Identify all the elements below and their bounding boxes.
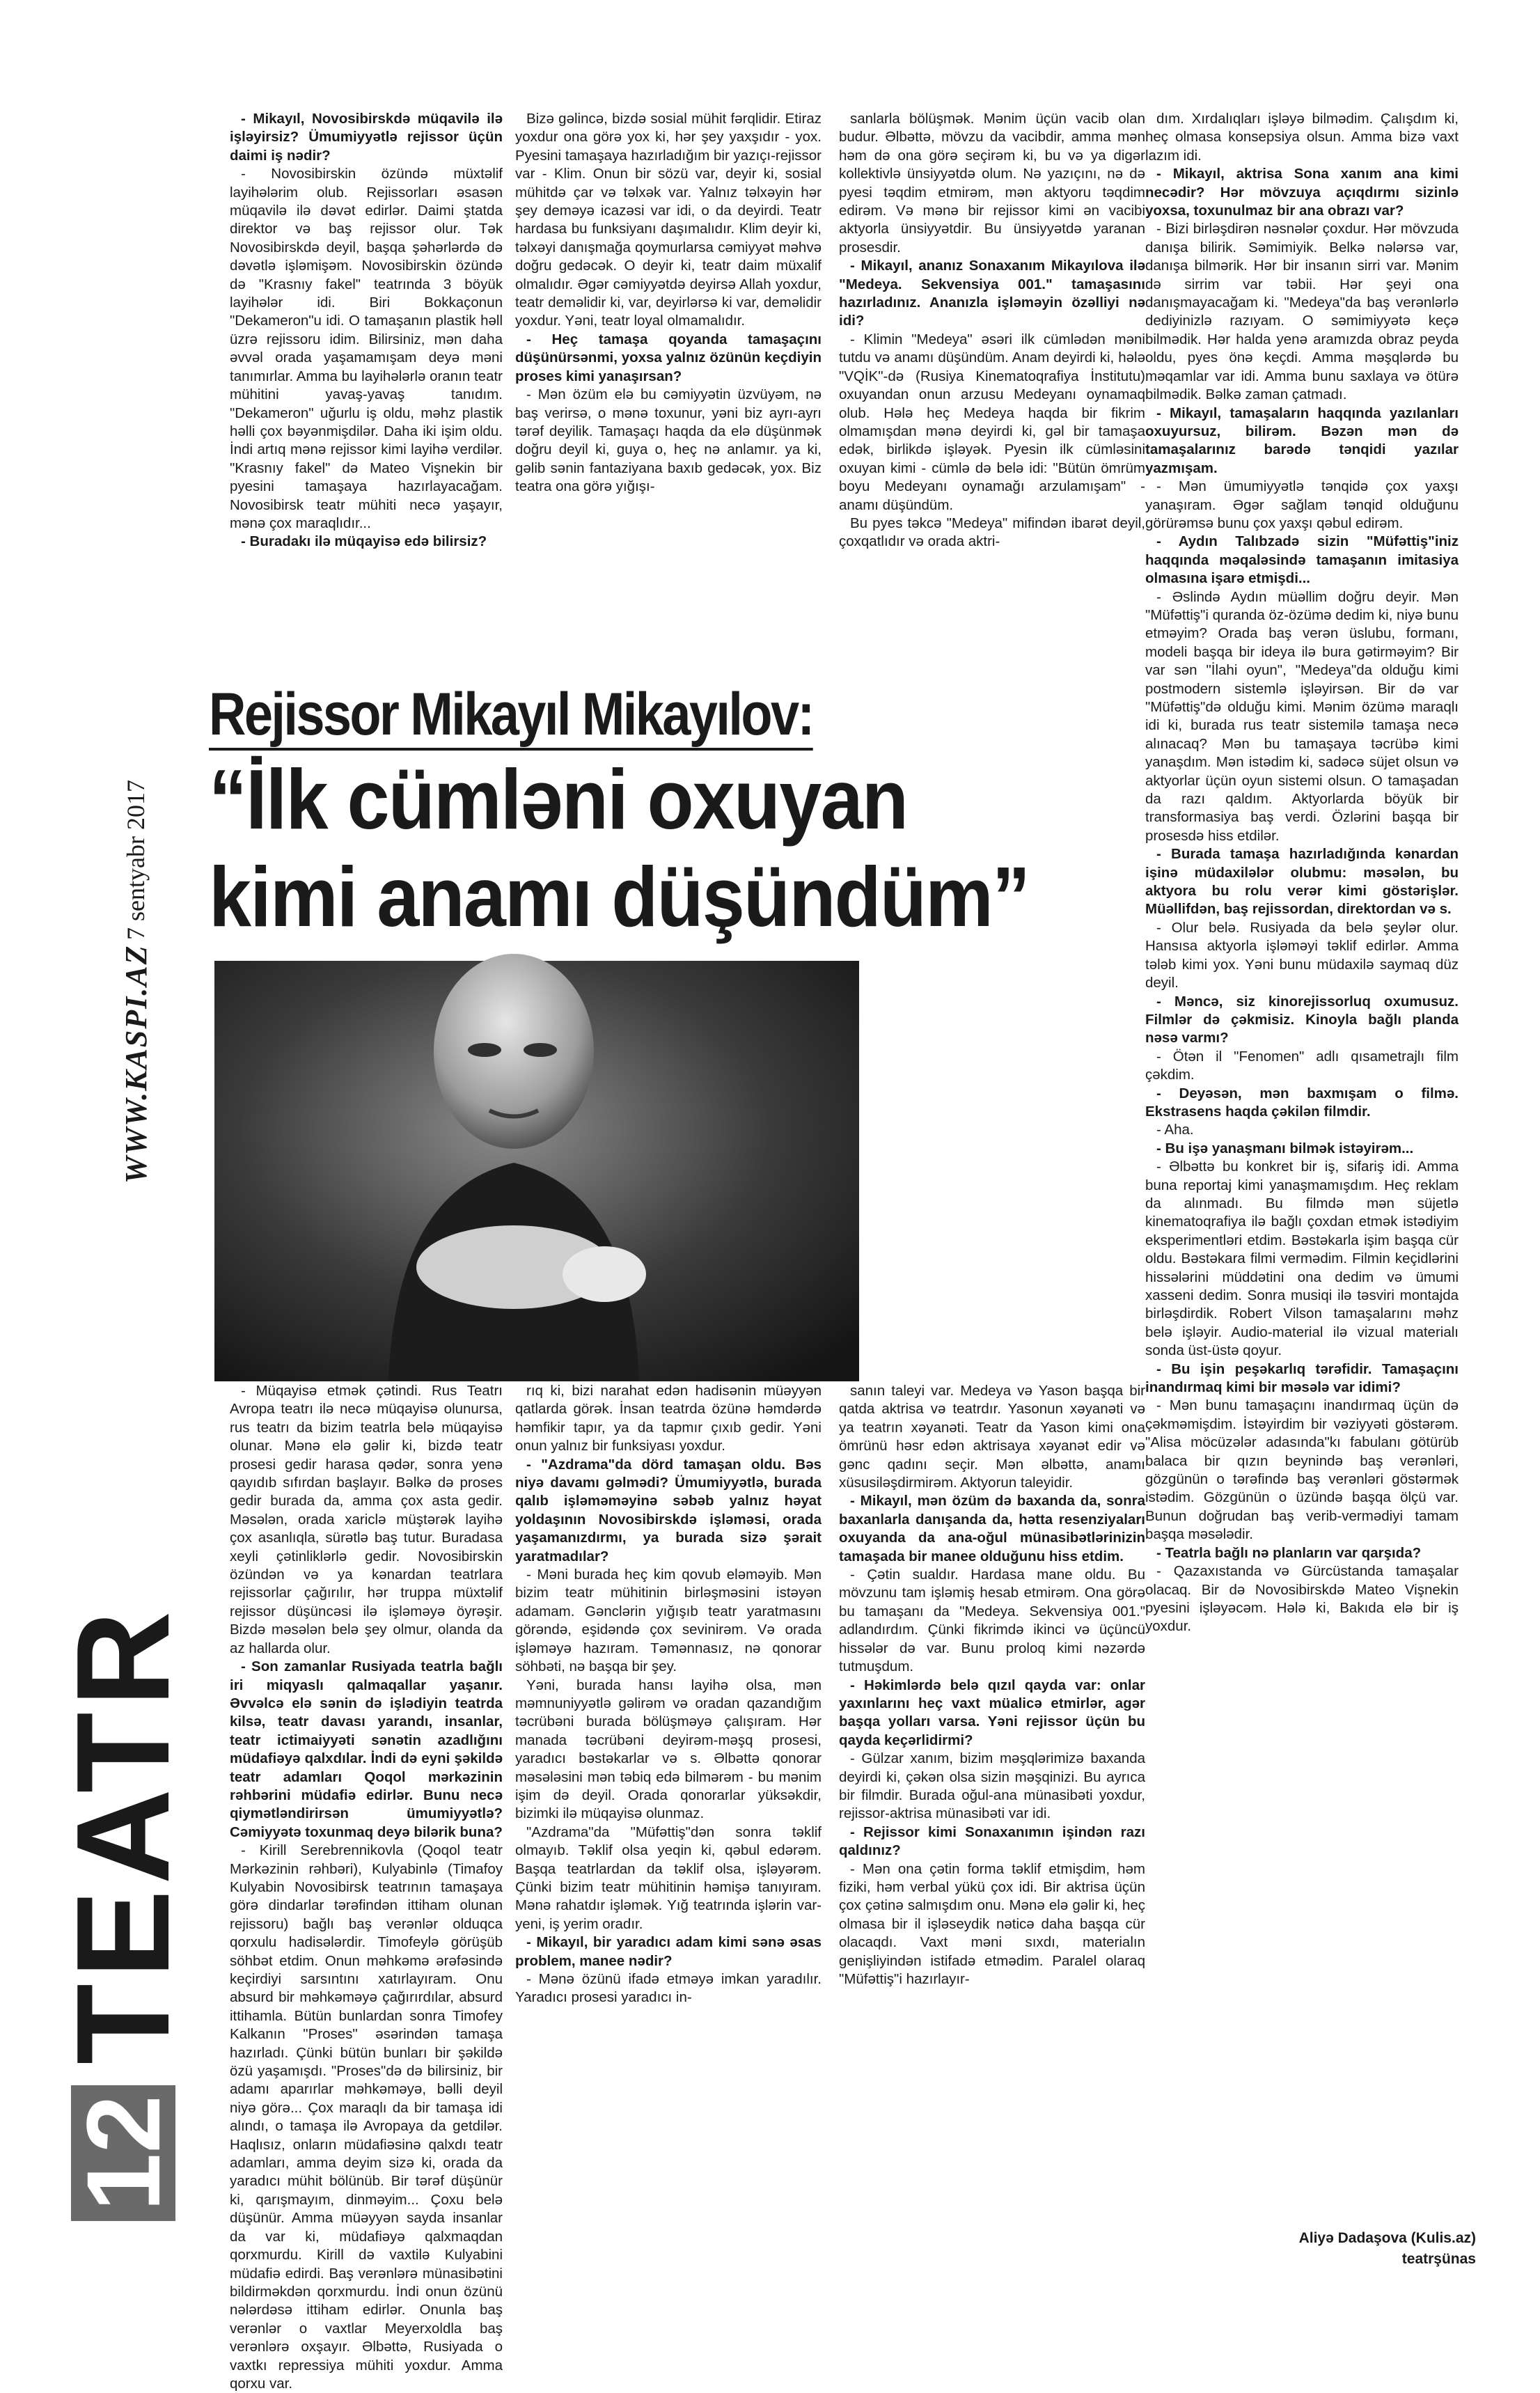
interview-answer: sanlarla bölüşmək. Mənim üçün vacib olan budur. Əlbəttə, mövzu da vacibdir, amma mən həm də ona görə seçirəm ki, bu və ya digər kollektivlə ünsiyyətdə olum. Nə yazıçını, nə də pyesi təqdim etmirəm, mən aktyoru təqdim edirəm. Və mənə bir rejissor kimi ən vacibi aktyorla ünsiyyətdir. Bu ünsiyyətdə yaranan prosesdir. [839,111,1145,256]
interview-answer: - Novosibirskin özündə müxtəlif layihələrim olub. Rejissorları əsasən müqavilə ilə dəvət edirlər. Daimi ştatda direktor və baş rejissor olur. Tək Novosibirskdə deyil, başqa şəhərlərdə də dəvətlə işləmişəm. Novosibirskin özündə də "Krasnıy fakel" teatrında 3 böyük layihələr idi. Biri Bokkaçonun "Dekameron"u idi. O tamaşanın plastik həll üzrə rejissoru idim. Bilirsiniz, mən daha əvvəl orada yaşamamışam deyə məni tanımırlar. Amma bu layihələrlə oranın teatr mühitini yavaş-yavaş tanıdım. "Dekameron" uğurlu iş oldu, məhz plastik həlli çox bəyənmişdilər. Daha iki işim oldu. İndi artıq mənə rejissor kimi layihə verdilər. "Krasnıy fakel" də Mateo Vişnekin bir pyesini tamaşaya hazırlayacağam. Novosibirsk teatr mühiti necə yaşayır, mənə çox maraqlıdır... [230,166,503,531]
interview-answer: sanın taleyi var. Medeya və Yason başqa bir qatda aktrisa və teatrdır. Yasonun xəyanəti və ya teatrın xəyanəti. Teatr da Yason kimi ona ömrünü həsr edən aktrisaya xəyanət edir və gənc qadını seçir. Mən əlbəttə, anamı xüsusiləşdirmirəm. Aktyorun taleyidir. [839,1383,1145,1491]
section-title: TEATR [49,1605,197,2065]
interview-answer: - Mən ona çətin forma təklif etmişdim, həm fiziki, həm verbal yükü çox idi. Bir aktrisa üçün çox çətinə salmışdım onu. Mənə elə gəlir ki, heç olmasa bir il işləseydik nəticə daha başqa cür olacaqdı. Vaxt məni sıxdı, materialın genişliyindən istifadə etmədim. Paralel olaraq "Müfəttiş"i hazırlayır- [839,1860,1145,1987]
author-name: Aliyə Dadaşova (Kulis.az) [1298,2230,1476,2246]
interview-answer: - Aha. [1156,1122,1194,1138]
article-column-4 [1145,110,1459,2220]
interview-answer: rıq ki, bizi narahat edən hadisənin müəyyən qatlarda görək. İnsan teatrda özünə həmdərdə həmfikir tapır, ya da tapmır çıxıb gedir. Yəni onun yalnız bir funksiyası yoxdur. [515,1383,822,1454]
interview-question: - Burada tamaşa hazırladığında kənardan işinə müdaxilələr olubmu: məsələn, bu aktyora bu rolu verər kimi göstərişlər. Müəllifdən, baş rejissordan, direktordan və s. [1145,846,1459,918]
interview-question: - Rejissor kimi Sonaxanımın işindən razı qaldınız? [839,1823,1145,1859]
interview-question: - Son zamanlar Rusiyada teatrla bağlı iri miqyaslı qalmaqallar yaşanır. Əvvəlcə elə sənin də işlədiyin teatrda kilsə, teatr davası yarandı, insanlar, teatr ictimaiyyəti sənətin azadlığını müdafiəyə qalxdılar. İndi də eyni şəkildə teatr adamları Qoqol mərkəzinin rəhbərini müdafiə edirlər. Bunu necə qiymətləndirirsən ümumiyyətlə? Cəmiyyətə toxunmaq deyə bilərik buna? [230,1658,503,1840]
article-column-3-top [839,110,1145,653]
interview-answer: - Mən özüm elə bu cəmiyyətin üzvüyəm, nə baş verirsə, o mənə toxunur, yəni biz ayrı-ayrı tərəf deyilik. Tamaşaçı haqda da elə düşünmək doğru deyil ki, guya o, heç nə anlamır. ya ki, gəlib sənin fantaziyana baxıb gedəcək, yox. Biz teatra ona görə yığışı- [515,386,822,495]
interview-question: - Teatrla bağlı nə planların var qarşıda? [1156,1544,1422,1561]
interview-question: - Mikayıl, ananız Sonaxanım Mikayılova ilə "Medeya. Sekvensiya 001." tamaşasını hazırladınız. Ananızla işləməyin özəlliyi nə idi? [839,258,1145,329]
interview-question: - Mikayıl, bir yaradıcı adam kimi sənə əsas problem, manee nədir? [515,1934,822,1969]
interview-answer: - Klimin "Medeya" əsəri ilk cümlədən məni tutdu və anamı düşündüm. Anam deyirdi ki, hələ "VQİK"-də (Rusiya Kinematoqrafiya İnstitutu) oxuyandan onun arzusu Medeyanı oynamaq olub. Hələ heç Medeya haqda bir fikrim olmamışdan mənə deyirdi ki, gəl bir tamaşa edək, birlikdə işləyək. Pyesin ilk cümləsini oxuyan kimi - cümlə də belə idi: "Bütün ömrüm boyu Medeyanı oynamağı arzulamışam" - anamı düşündüm. [839,331,1145,513]
interview-question: - Heç tamaşa qoyanda tamaşaçını düşünürsənmi, yoxsa yalnız özünün keçdiyin proses kimi yanaşırsan? [515,331,822,384]
headline-title-line-2: kimi anamı düşündüm” [209,849,1030,944]
interview-answer: - Əlbəttə bu konkret bir iş, sifariş idi. Amma buna reportaj kimi yanaşmamışdım. Heç reklam da alınmadı. Bu filmdə mən süjetlə kinematoqrafiya ilə bağlı çoxdan etmək istədiyim eksperimentləri etdim. Bəstəkarla işim başqa cür oldu. Bəstəkara filmi vermədim. Filmin keçidlərini hissələrini müddətini ona dedim və ümumi xasseni dedim. Sonra musiqi ilə təsviri montajda birləşdirdik. Robert Vilson tamaşalarını məhz belə işləyir. Audio-material ilə vizual materialı sonda üst-üstə qoyur. [1145,1159,1459,1359]
issue-date: 7 sentyabr 2017 [122,780,150,940]
article-column-2-bottom [515,1382,822,2238]
section-label [49,1605,197,2221]
interview-answer: - Müqayisə etmək çətindi. Rus Teatrı Avropa teatrı ilə necə müqayisə olunursa, rus teatrı da bizim teatrla belə müqayisə olunar. Mənə elə gəlir ki, bizdə teatr prosesi gedir harasa qədər, sonra yenə qayıdıb sıfırdan başlayır. Bəlkə də proses gedir burada da, amma çox asta gedir. Məsələn, orada xariclə müştərək layihə çox asanlıqla, sürətlə baş tutur. Buradasa xeyli çətinliklərlə gedir. Novosibirskin özündən və ya kənardan teatrlara rejissorlar çağırılır, hər truppa müxtəlif rejissor düşüncəsi ilə işləməyə öyrəşir. Bizdə məsələn belə şey olmur, olanda da az hallarda olur. [230,1383,503,1656]
interview-answer: - Məni burada heç kim qovub eləməyib. Mən bizim teatr mühitinin birləşməsini istəyən adamam. Gənclərin yığışıb teatr yaratmasını görəndə, eşidəndə çox sevinirəm. Və orada işləməyə hazıram. Təmənnasız, nə qonorar söhbəti, nə başqa bir şey. [515,1567,822,1675]
interview-question: - Deyəsən, mən baxmışam o filmə. Ekstrasens haqda çəkilən filmdir. [1145,1085,1459,1120]
interview-answer: - Mən bunu tamaşaçını inandırmaq üçün də çəkməmişdim. İstəyirdim bir vəziyyəti göstərəm. "Alisa möcüzələr adasında"kı fabulanı götürüb balaca bir qızın beynində baş verənləri, gözgünün o tərəfində baş verənləri göstərmək istədim. Gözgünün o üzündə başqa ölçü var. Bunun doğrudan baş verib-vermədiyi tamam başqa məsələdir. [1145,1397,1459,1543]
interview-answer: Bu pyes təkcə "Medeya" mifindən ibarət deyil, çoxqatlıdır və orada aktri- [839,515,1145,550]
interview-answer: - Mənə özünü ifadə etməyə imkan yaradılır. Yaradıcı prosesi yaradıcı in- [515,1971,822,2006]
interview-answer: - Olur belə. Rusiyada da belə şeylər olur. Hansısa aktyorla işləməyi təklif edirlər. Amma tələb kimi yox. Yəni bunu müdaxilə saymaq düz deyil. [1145,919,1459,991]
interview-answer: Yəni, burada hansı layihə olsa, mən məmnuniyyətlə gəlirəm və oradan qazandığım təcrübəni burada bölüşməyə çalışıram. Hər manada təcrübəni deyirəm-məşq prosesi, yaradıcı bəstəkarlar və s. Əlbəttə qonorar məsələsini mən təbiq edə bilmərəm - bu mənim işim də deyil. Orada qonorarlar yüksəkdir, bizimki ilə müqayisə olunmaz. [515,1677,822,1822]
author-role: teatrşünas [1401,2251,1476,2267]
interview-answer: Bizə gəlincə, bizdə sosial mühit fərqlidir. Etiraz yoxdur ona görə yox ki, hər şey yaxşıdır - yox. Pyesini tamaşaya hazırladığım bir yazıçı-rejissor var - Klim. Onun bir sözü var, deyir ki, sosial mühitdə çar və təlxək var. Yalnız təlxəyin hər şey deməyə icazəsi var idi, o da deyirdi. Teatr hardasa bu funksiyanı daşımalıdır. Klim deyir ki, təlxəyi danışmağa qoymurlarsa cəmiyyət məhvə doğru gedəcək. O deyir ki, teatr daim müxalif olmalıdır. Əgər cəmiyyətdə deyirsə Allah yoxdur, teatr deməlidir ki, var, deyirlərsə ki var, deməlidir yoxdur. Yəni, teatr loyal olmamalıdır. [515,111,822,329]
interview-question: - "Azdrama"da dörd tamaşan oldu. Bəs niyə davamı gəlmədi? Ümumiyyətlə, burada qalıb işləməməyinə səbəb yalnız həyat yoldaşının Novosibirskdə işləməsi, orada yaşamanızdırmı, ya burada sizə şərait yaratmadılar? [515,1456,822,1564]
headline-kicker: Rejissor Mikayıl Mikayılov: [209,681,813,751]
interview-question: - Mikayıl, aktrisa Sona xanım ana kimi necədir? Hər mövzuya açıqdırmı sizinlə yoxsa, toxunulmaz bir ana obrazı var? [1145,166,1459,219]
interview-answer: - Bizi birləşdirən nəsnələr çoxdur. Hər mövzuda danışa bilirik. Səmimiyik. Belkə nələrsə var, danışa bilmərik. Hər bir insanın sirri var. Mənim də sirrim var təbii. Hər şeyi ona danışmayacağam ki. "Medeya"da baş verənlərlə dediyinizlə razıyam. O səmimiyyətə keçə bilmədik. Hər halda yenə aramızda obraz peyda oldu, pyes önə keçdi. Amma məşqlərdə bu məqamlar var idi. Amma bunu saxlaya və ötürə bilmədik. Bəlkə zaman çatmadı. [1145,221,1459,403]
interview-question: - Həkimlərdə belə qızıl qayda var: onlar yaxınlarını heç vaxt müalicə etmirlər, agər başqa yolları varsa. Yəni rejissor üçün bu qayda keçərlidirmi? [839,1677,1145,1748]
interview-question: - Mikayıl, tamaşaların haqqında yazılanları oxuyursuz, bilirəm. Bəzən mən də tamaşalarınız barədə tənqidi yazılar yazmışam. [1145,405,1459,476]
headline-block [209,681,1030,959]
side-masthead [104,780,167,1184]
article-column-1-top [230,110,503,646]
interview-answer: "Azdrama"da "Müfəttiş"dən sonra təklif olmayıb. Təklif olsa yeqin ki, qəbul edərəm. Başqa teatrlardan da təklif olsa, işləyərəm. Çünki bizim teatr mühitinin həmişə tanıyıram. Mənə rahatdır işləmək. Yığ teatrında işlərin var-yeni, iş yerim oradır. [515,1823,822,1932]
article-column-1-bottom [230,1382,503,2392]
interview-answer: - Mən ümumiyyətlə tənqidə çox yaxşı yanaşıram. Əgər sağlam tənqid olduğunu görürəmsə bunu çox yaxşı qəbul edirəm. [1145,478,1459,531]
article-column-3-bottom [839,1382,1145,2238]
site-url[interactable]: WWW.KASPI.AZ [118,944,153,1184]
interview-answer: - Gülzar xanım, bizim məşqlərimizə baxanda deyirdi ki, çəkən olsa sizin məşqinizi. Bu ayrıca bir filmdir. Burada oğul-ana münasibəti yoxdur, rejissor-aktrisa münasibəti var idi. [839,1750,1145,1822]
article-column-2-top [515,110,822,646]
interview-question: - Mikayıl, Novosibirskdə müqavilə ilə işləyirsiz? Ümumiyyətlə rejissor üçün daimi iş nədir? [230,111,503,164]
interview-question: - Bu işə yanaşmanı bilmək istəyirəm... [1156,1140,1414,1156]
author-signature [1197,2228,1476,2270]
page-number: 12 [71,2085,175,2221]
interview-question: - Buradakı ilə müqayisə edə bilirsiz? [241,533,487,550]
interview-question: - Mikayıl, mən özüm də baxanda da, sonra baxanlarla danışanda da, hətta resenziyaları oxuyanda da ana-oğul münasibətlərinizin tamaşada bir manee olduğunu hiss etdim. [839,1493,1145,1564]
interview-question: - Aydın Talıbzadə sizin "Müfəttiş"iniz haqqında məqaləsində tamaşanın imitasiya olmasına işarə etmişdi... [1145,533,1459,587]
interview-answer: dım. Xırdalıqları işləyə bilmədim. Çalışdım ki, heç olmasa konsepsiya olsun. Amma bizə vaxt lazım idi. [1145,111,1459,164]
interview-answer: - Əslində Aydın müəllim doğru deyir. Mən "Müfəttiş"i quranda öz-özümə dedim ki, niyə bunu etməyim? Orada baş verən üslubu, formanı, modeli başqa bir ideya ilə bura gətirməyim? Bir var sən "İlahi oyun", "Medeya"da olduğu kimi postmodern sistemlə işləyirsən. Bir də var "Müfəttiş"də olduğu kimi. Mənim özümə maraqlı idi ki, burada rus teatr sistemilə tamaşa necə alınacaq? Mən bu tamaşaya təcrübə kimi yanaşdım. Mən istədim ki, sadəcə süjet olsun və aktyorlar üçün oyun sistemi olsun. O tamaşadan da razı qaldım. Aktyorlarda böyük bir transformasiya baş verdi. Özlərini başqa bir prosesdə hiss etdilər. [1145,588,1459,844]
interview-question: - Məncə, siz kinorejissorluq oxumusuz. Filmlər də çəkmisiz. Kinoyla bağlı planda nəsə varmı? [1145,993,1459,1046]
headline-title-line-1: “İlk cümləni oxuyan [209,752,908,847]
interview-answer: - Ötən il "Fenomen" adlı qısametrajlı film çəkdim. [1145,1048,1459,1083]
interview-answer: - Kirill Serebrennikovla (Qoqol teatr Mərkəzinin rəhbəri), Kulyabinlə (Timafoy Kulyabin Novosibirsk teatrının tamaşaya görə dindarlar tərəfindən ittiham olunan rejissoru) bağlı baş verənlər olduqca qorxulu hadisələrdir. Timofeylə görüşüb söhbət etdim. Onun məhkəmə ərəfəsində keçirdiyi sarsıntını xatırlayıram. Onu absurd bir məhkəməyə çağırırdılar, absurd ittihamla. Bütün bunlardan sonra Timofey Kalkanın "Proses" əsərindən tamaşa hazırladı. Çünki bütün bunları bir şəkildə özü yaşamışdı. "Proses"də də bilirsiniz, bir adamı aparırlar məhkəməyə, bəlli deyil niyə görə... Çox maraqlı da bir tamaşa idi alındı, o tamaşa ilə Avropaya da getdilər. Haqlısız, onların müdafiəsinə qalxdı teatr adamları, amma deyim sizə ki, orada da yaradıcı mühit bölünüb. Bir tərəf düşünür ki, qarışmayım, dinməyim... Çoxu belə düşünür. Amma müəyyən sayda insanlar da var ki, müdafiəyə qalxmaqdan qorxmurdu. Kirill də vaxtilə Kulyabini müdafiə edirdi. Baş verənlərə münasibətini bildirməkdən qorxmurdu. İndi onun özünü nələrdəsə ittiham edirlər. Onunla baş verənlər o vaxtlar Meyerxoldla baş verənlərə oxşayır. Əlbəttə, Rusiyada o vaxtkı repressiya mühiti yoxdur. Amma qorxu var. [230,1842,503,2392]
interview-answer: - Çətin sualdır. Hardasa mane oldu. Bu mövzunu tam işləmiş hesab etmirəm. Ona görə bu tamaşanı da "Medeya. Sekvensiya 001." adlandırdım. Çünki fikrimdə ikinci və üçüncü hissələr də var. Bunu proloq kimi nəzərdə tutmuşdum. [839,1567,1145,1675]
interview-answer: - Qazaxıstanda və Gürcüstanda tamaşalar olacaq. Bir də Novosibirskdə Mateo Vişnekin pyesini işləyəcəm. Hələ ki, Bakıda elə bir iş yoxdur. [1145,1563,1459,1635]
interview-question: - Bu işin peşəkarlıq tərəfidir. Tamaşaçını inandırmaq kimi bir məsələ var idimi? [1145,1360,1459,1396]
portrait-photo [214,961,859,1381]
